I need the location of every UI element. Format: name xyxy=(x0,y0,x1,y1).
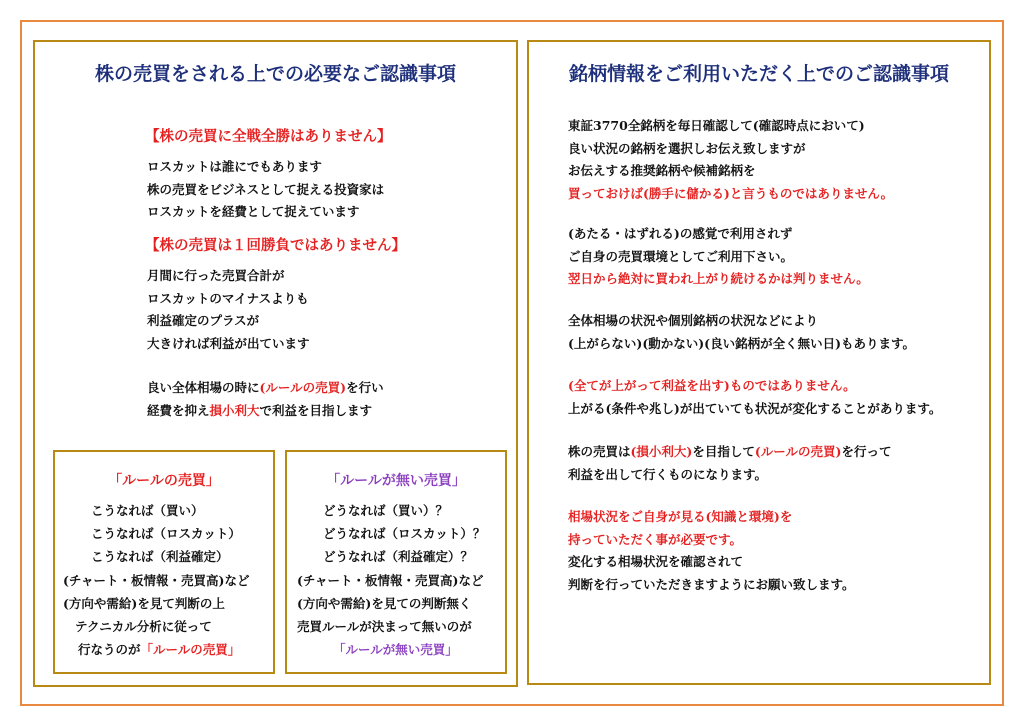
right-paragraph-3 xyxy=(568,310,915,355)
right-paragraph-4 xyxy=(568,375,941,420)
rule-box-line: テクニカル分析に従って xyxy=(75,619,212,635)
norule-box-title: 「ルールが無い売買」 xyxy=(326,473,466,489)
right-p3-line: 全体相場の状況や個別銘柄の状況などにより xyxy=(568,313,819,328)
right-p6-warning: 相場状況をご自身が見る(知識と環境)を xyxy=(568,509,793,524)
section1-heading: 【株の売買に全戦全勝はありません】 xyxy=(145,128,392,145)
rule-box-last-line: 行なうのが「ルールの売買」 xyxy=(78,642,241,658)
rule-box-lines xyxy=(63,499,269,661)
right-p4-line: 上がる(条件や兆し)が出ていても状況が変化することがあります。 xyxy=(568,400,942,416)
rule-box-line: (方向や需給)を見て判断の上 xyxy=(63,595,225,611)
left-panel-title: 株の売買をされる上での必要なご認識事項 xyxy=(94,63,456,85)
right-paragraph-5 xyxy=(568,441,891,486)
left-panel xyxy=(33,40,518,687)
rule-box-title: 「ルールの売買」 xyxy=(108,473,220,489)
norule-box-line: どうなれば（ロスカット）？ xyxy=(323,526,486,542)
right-p6-line: 判断を行っていただきますようにお願い致します。 xyxy=(568,576,855,592)
section2-line: 大きければ利益が出ています xyxy=(147,335,310,351)
right-paragraph-1 xyxy=(568,115,893,205)
right-panel-title: 銘柄情報をご利用いただく上でのご認識事項 xyxy=(568,63,949,85)
section1-body xyxy=(147,156,384,224)
norule-box-last-line: 「ルールが無い売買」 xyxy=(333,642,458,658)
rule-box-line: (チャート・板情報・売買高)など xyxy=(63,572,250,588)
rule-box-line: こうなれば（利益確定） xyxy=(91,549,229,565)
no-rule-trading-box xyxy=(285,450,507,674)
right-paragraph-6 xyxy=(568,506,855,596)
section2-line: 利益確定のプラスが xyxy=(147,313,260,328)
right-p1-line: 良い状況の銘柄を選択しお伝え致しますが xyxy=(568,140,806,156)
norule-box-line: 売買ルールが決まって無いのが xyxy=(297,619,472,635)
right-p1-warning: 買っておけば(勝手に儲かる)と言うものではありません。 xyxy=(568,185,894,201)
right-panel xyxy=(527,40,991,685)
right-p5-line2: 利益を出して行くものになります。 xyxy=(568,466,768,482)
rule-box-line: こうなれば（ロスカット） xyxy=(91,526,241,542)
right-p2-warning: 翌日から絶対に買われ上がり続けるかは判りません。 xyxy=(568,271,869,286)
section1-line: ロスカットは誰にでもあります xyxy=(147,159,322,174)
norule-box-line: どうなれば（利益確定）？ xyxy=(323,549,474,565)
right-p1-line: 東証3770全銘柄を毎日確認して(確認時点において) xyxy=(568,118,865,133)
section2-line: 月間に行った売買合計が xyxy=(147,268,285,283)
section2-heading: 【株の売買は１回勝負ではありません】 xyxy=(145,237,406,254)
section3-body xyxy=(147,377,384,422)
right-p5-line1: 株の売買は(損小利大)を目指して(ルールの売買)を行って xyxy=(568,444,892,459)
right-p3-line: (上がらない)(動かない)(良い銘柄が全く無い日)もあります。 xyxy=(568,335,915,351)
section1-line: 株の売買をビジネスとして捉える投資家は xyxy=(147,181,385,197)
norule-box-line: (チャート・板情報・売買高)など xyxy=(297,572,484,588)
section3-line2: 経費を抑え損小利大で利益を目指します xyxy=(147,402,373,418)
right-p4-warning: (全てが上がって利益を出す)ものではありません。 xyxy=(568,378,856,393)
section2-line: ロスカットのマイナスよりも xyxy=(147,290,309,306)
right-p2-line: ご自身の売買環境としてご利用下さい。 xyxy=(568,248,794,264)
section2-body xyxy=(147,265,310,355)
section1-line: ロスカットを経費として捉えています xyxy=(147,204,360,219)
norule-box-lines xyxy=(295,499,501,661)
rule-box-line: こうなれば（買い） xyxy=(91,503,204,518)
norule-box-line: どうなれば（買い）？ xyxy=(323,503,449,518)
right-p6-line: 変化する相場状況を確認されて xyxy=(568,554,744,569)
right-p2-line: (あたる・はずれる)の感覚で利用されず xyxy=(568,226,793,241)
right-p6-warning: 持っていただく事が必要です。 xyxy=(568,531,743,547)
section3-line1: 良い全体相場の時に(ルールの売買)を行い xyxy=(147,380,384,395)
right-paragraph-2 xyxy=(568,223,869,291)
right-p1-line: お伝えする推奨銘柄や候補銘柄を xyxy=(568,163,756,178)
rule-trading-box xyxy=(53,450,275,674)
norule-box-line: (方向や需給)を見ての判断無く xyxy=(297,595,472,611)
